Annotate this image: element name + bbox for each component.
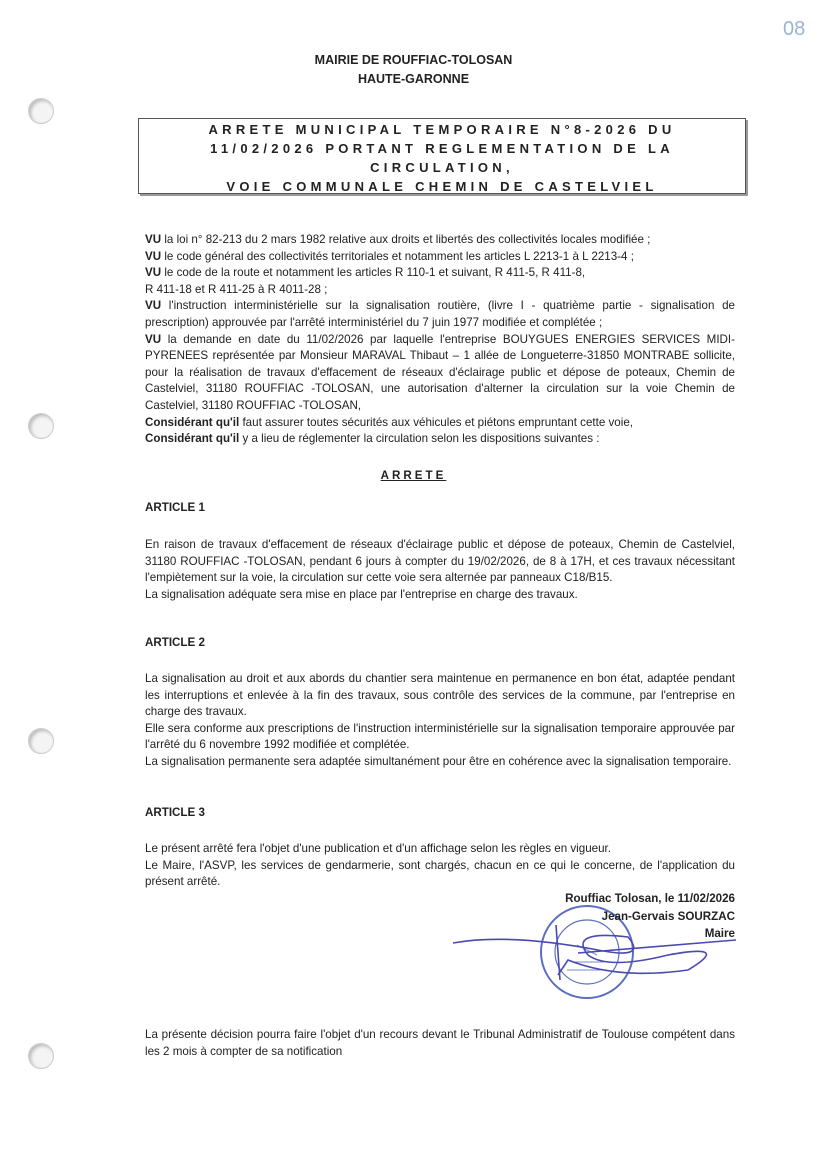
preamble-item: VU la demande en date du 11/02/2026 par laquelle l'entreprise BOUYGUES ENERGIES SERVICES MIDI-PYRENEES représentée par Monsieur MARAVAL Thibaut – 1 allée de Longueterre-31850 MONTRABE sollicite, pour la réalisation de travaux d'effacement de réseaux d'éclairage public et dépose de poteaux, Chemin de Castelviel, 31180 ROUFFIAC -TOLOSAN, une autorisation d'alterner la circulation sur la voie Chemin de Castelviel, 31180 ROUFFIAC -TOLOSAN, bbox=[145, 332, 735, 412]
article-2-title: ARTICLE 2 bbox=[145, 636, 205, 649]
title-line: VOIE COMMUNALE CHEMIN DE CASTELVIEL bbox=[226, 179, 658, 194]
page-number: 08 bbox=[783, 18, 806, 40]
preamble bbox=[145, 232, 735, 448]
article-3-title: ARTICLE 3 bbox=[145, 806, 205, 819]
header-department: HAUTE-GARONNE bbox=[357, 72, 470, 86]
signatory-name: Jean-Gervais SOURZAC bbox=[601, 909, 735, 923]
preamble-item: VU l'instruction interministérielle sur la signalisation routière, (livre I - quatrième partie - signalisation de prescription) approuvée par l'arrêté interministériel du 7 juin 1977 modifiée et complétée ; bbox=[145, 299, 735, 329]
punch-hole bbox=[28, 1043, 54, 1069]
preamble-item: Considérant qu'il faut assurer toutes sécurités aux véhicules et piétons empruntant cette voie, bbox=[145, 415, 633, 429]
header-mairie: MAIRIE DE ROUFFIAC-TOLOSAN bbox=[314, 53, 513, 67]
appeal-notice: La présente décision pourra faire l'objet d'un recours devant le Tribunal Administratif de Toulouse compétent dans les 2 mois à compter de sa notification bbox=[145, 1028, 735, 1058]
place-date: Rouffiac Tolosan, le 11/02/2026 bbox=[565, 892, 735, 905]
preamble-item: VU la loi n° 82-213 du 2 mars 1982 relative aux droits et libertés des collectivités locales modifiée ; bbox=[145, 233, 651, 246]
preamble-item: VU le code de la route et notamment les articles R 110-1 et suivant, R 411-5, R 411-8, bbox=[145, 266, 586, 280]
article-2-body: La signalisation au droit et aux abords du chantier sera maintenue en permanence en bon état, adaptée pendant les interruptions et enlevée à la fin des travaux, sous contrôle des services de la commune, par l'entreprise en charge des travaux. Elle sera conforme aux prescriptions de l'instruction interministérielle sur la signalisation temporaire approuvée par l'arrêté du 6 novembre 1992 modifiée et complétée. La signalisation permanente sera adaptée simultanément pour être en cohérence avec la signalisation temporaire. bbox=[145, 672, 735, 768]
punch-hole bbox=[28, 413, 54, 439]
article-1-body: En raison de travaux d'effacement de réseaux d'éclairage public et dépose de poteaux, Chemin de Castelviel, 31180 ROUFFIAC -TOLOSAN, pendant 6 jours à compter du 19/02/2026, de 8 à 17H, et ces travaux nécessitant l'empiètement sur la voie, la circulation sur cette voie sera alternée par panneaux C18/B15. La signalisation adéquate sera mise en place par l'entreprise en charge des travaux. bbox=[145, 538, 735, 601]
preamble-item: VU le code général des collectivités territoriales et notamment les articles L 2213-1 à L 2213-4 ; bbox=[145, 249, 634, 263]
signatory-role: Maire bbox=[704, 927, 735, 940]
article-1-title: ARTICLE 1 bbox=[145, 501, 205, 514]
punch-hole bbox=[28, 98, 54, 124]
title-line: ARRETE MUNICIPAL TEMPORAIRE N°8-2026 DU bbox=[208, 122, 676, 137]
preamble-item: R 411-18 et R 411-25 à R 4011-28 ; bbox=[145, 282, 328, 296]
title-line: 11/02/2026 PORTANT REGLEMENTATION DE LA bbox=[210, 141, 674, 156]
article-3-body: Le présent arrêté fera l'objet d'une publication et d'un affichage selon les règles en vigueur. Le Maire, l'ASVP, les services de gendarmerie, sont chargés, chacun en ce qui le concerne, de l'application du présent arrêté. bbox=[145, 842, 735, 889]
punch-hole bbox=[28, 728, 54, 754]
title-line: CIRCULATION, bbox=[370, 160, 514, 175]
title-box bbox=[138, 118, 746, 194]
arrete-heading: ARRETE bbox=[380, 469, 447, 482]
signature-block bbox=[565, 890, 735, 943]
preamble-item: Considérant qu'il y a lieu de réglementer la circulation selon les dispositions suivantes : bbox=[145, 432, 600, 446]
